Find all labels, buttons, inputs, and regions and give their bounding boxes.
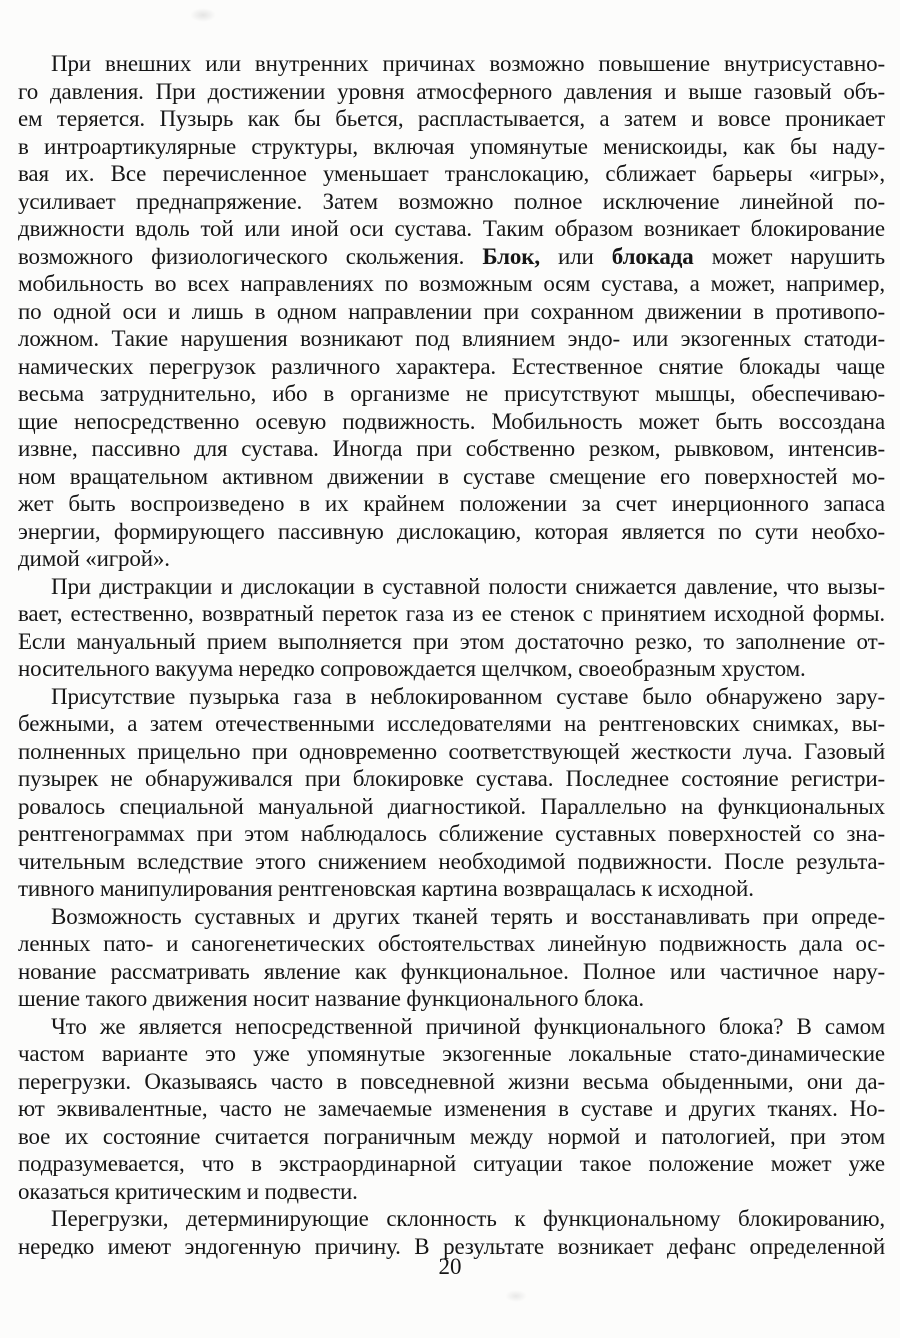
- paragraph-2: [18, 573, 885, 683]
- text-line: [18, 628, 885, 656]
- text-segment: подразумевается, что в экстраординарной ситуации такое положение может уже: [18, 1151, 885, 1176]
- text-segment: го давления. При достижении уровня атмосферного давления и выше газовый объ-: [18, 78, 885, 104]
- text-line: [18, 408, 885, 436]
- text-segment: При дистракции и дислокации в суставной полости снижается давление, что вызы-: [51, 573, 885, 599]
- text-line: [18, 243, 885, 271]
- text-segment: шение такого движения носит название функционального блока.: [18, 986, 644, 1011]
- paragraph-1: [18, 50, 885, 573]
- text-line: [18, 958, 885, 986]
- text-line: [18, 215, 885, 243]
- text-segment: вое их состояние считается пограничным между нормой и патологией, при этом: [18, 1123, 885, 1149]
- page-number: 20: [438, 1254, 462, 1279]
- text-line: [18, 1095, 885, 1123]
- text-segment: или: [539, 243, 612, 269]
- text-line: [18, 1150, 885, 1178]
- text-line: [18, 573, 885, 601]
- text-segment: пузырек не обнаруживался при блокировке сустава. Последнее состояние регистри-: [18, 766, 885, 791]
- text-line: [18, 600, 885, 628]
- text-line: [18, 875, 885, 903]
- text-line: [18, 1178, 885, 1206]
- text-line: [18, 325, 885, 353]
- text-segment: Возможность суставных и других тканей терять и восстанавливать при опреде-: [51, 903, 885, 929]
- text-line: [18, 930, 885, 958]
- text-segment: ровалось специальной мануальной диагностикой. Параллельно на функциональных: [18, 793, 885, 819]
- text-segment: димой «игрой».: [18, 546, 170, 571]
- text-line: [18, 160, 885, 188]
- text-line: [18, 848, 885, 876]
- text-line: [18, 683, 885, 711]
- text-segment: нередко имеют эндогенную причину. В результате возникает дефанс определенной: [18, 1233, 885, 1259]
- text-line: [18, 985, 885, 1013]
- text-segment: бежными, а затем отечественными исследователями на рентгеновских снимках, вы-: [18, 711, 885, 736]
- text-line: [18, 50, 885, 78]
- text-segment: перегрузки. Оказываясь часто в повседневной жизни весьма обыденными, они да-: [18, 1068, 885, 1094]
- text-block: [18, 50, 885, 1260]
- paragraph-5: [18, 1013, 885, 1206]
- text-segment: движности вдоль той или иной оси сустава. Таким образом возникает блокирование: [18, 216, 885, 241]
- text-line: [18, 270, 885, 298]
- text-segment: намических перегрузок различного характера. Естественное снятие блокады чаще: [18, 353, 885, 379]
- text-segment: частом варианте это уже упомянутые экзогенные локальные стато-динамические: [18, 1041, 885, 1066]
- text-line: [18, 133, 885, 161]
- text-segment: нование рассматривать явление как функциональное. Полное или частичное нару-: [18, 958, 885, 984]
- bold-term: Блок,: [482, 243, 540, 269]
- text-line: [18, 1205, 885, 1233]
- text-line: [18, 738, 885, 766]
- paragraph-3: [18, 683, 885, 903]
- text-segment: может нарушить: [693, 243, 885, 269]
- text-segment: жет быть воспроизведено в их крайнем положении за счет инерционного запаса: [18, 491, 885, 516]
- text-segment: извне, пассивно для сустава. Иногда при собственно резком, рывковом, интенсив-: [18, 436, 885, 461]
- text-segment: чительным вследствие этого снижением необходимой подвижности. После результа-: [18, 848, 885, 874]
- text-segment: ют эквивалентные, часто не замечаемые изменения в суставе и других тканях. Но-: [18, 1096, 885, 1121]
- text-segment: энергии, формирующего пассивную дислокацию, которая является по сути необхо-: [18, 518, 885, 544]
- text-segment: полненных прицельно при одновременно соответствующей жесткости луча. Газовый: [18, 738, 885, 764]
- text-line: [18, 380, 885, 408]
- text-segment: мобильность во всех направлениях по возможным осям сустава, а может, например,: [18, 271, 885, 296]
- text-line: [18, 765, 885, 793]
- text-line: [18, 1040, 885, 1068]
- text-segment: ложном. Такие нарушения возникают под влиянием эндо- или экзогенных статоди-: [18, 326, 885, 351]
- text-line: [18, 1068, 885, 1096]
- text-line: [18, 353, 885, 381]
- text-segment: Перегрузки, детерминирующие склонность к функциональному блокированию,: [51, 1206, 885, 1231]
- paragraph-6: [18, 1205, 885, 1260]
- text-segment: ном вращательном активном движении в суставе смещение его поверхностей мо-: [18, 463, 885, 489]
- text-segment: щие непосредственно осевую подвижность. Мобильность может быть воссоздана: [18, 408, 885, 434]
- text-segment: ленных пато- и саногенетических обстоятельствах линейную подвижность дала ос-: [18, 931, 885, 956]
- text-segment: в интроартикулярные структуры, включая упомянутые менискоиды, как бы наду-: [18, 133, 885, 159]
- text-segment: по одной оси и лишь в одном направлении при сохранном движении в противопо-: [18, 298, 885, 324]
- text-line: [18, 463, 885, 491]
- text-line: [18, 1013, 885, 1041]
- text-segment: ем теряется. Пузырь как бы бьется, распластывается, а затем и вовсе проникает: [18, 106, 885, 131]
- text-line: [18, 188, 885, 216]
- text-segment: Присутствие пузырька газа в неблокированном суставе было обнаружено зару-: [51, 683, 885, 709]
- text-line: [18, 545, 885, 573]
- text-line: [18, 518, 885, 546]
- text-line: [18, 655, 885, 683]
- text-segment: Если мануальный прием выполняется при этом достаточно резко, то заполнение от-: [18, 628, 885, 654]
- text-line: [18, 490, 885, 518]
- text-segment: оказаться критическим и подвести.: [18, 1178, 358, 1204]
- text-segment: носительного вакуума нередко сопровождается щелчком, своеобразным хрустом.: [18, 656, 806, 681]
- text-segment: усиливает преднапряжение. Затем возможно полное исключение линейной по-: [18, 188, 885, 214]
- text-segment: тивного манипулирования рентгеновская картина возвращалась к исходной.: [18, 876, 754, 901]
- text-line: [18, 710, 885, 738]
- paragraph-4: [18, 903, 885, 1013]
- text-line: [18, 820, 885, 848]
- text-line: [18, 1123, 885, 1151]
- text-line: [18, 298, 885, 326]
- text-segment: Что же является непосредственной причиной функционального блока? В самом: [51, 1013, 885, 1039]
- text-segment: вая их. Все перечисленное уменьшает транслокацию, сближает барьеры «игры»,: [18, 161, 885, 186]
- text-segment: весьма затруднительно, ибо в организме не присутствуют мышцы, обеспечиваю-: [18, 381, 885, 406]
- text-line: [18, 105, 885, 133]
- text-line: [18, 78, 885, 106]
- text-segment: рентгенограммах при этом наблюдалось сближение суставных поверхностей со зна-: [18, 821, 885, 846]
- text-line: [18, 903, 885, 931]
- text-segment: вает, естественно, возвратный переток газа из ее стенок с принятием исходной формы.: [18, 601, 885, 626]
- bold-term: блокада: [611, 243, 694, 269]
- text-segment: При внешних или внутренних причинах возможно повышение внутрисуставно-: [51, 51, 885, 76]
- text-line: [18, 793, 885, 821]
- text-segment: возможного физиологического скольжения.: [18, 243, 483, 269]
- text-line: [18, 435, 885, 463]
